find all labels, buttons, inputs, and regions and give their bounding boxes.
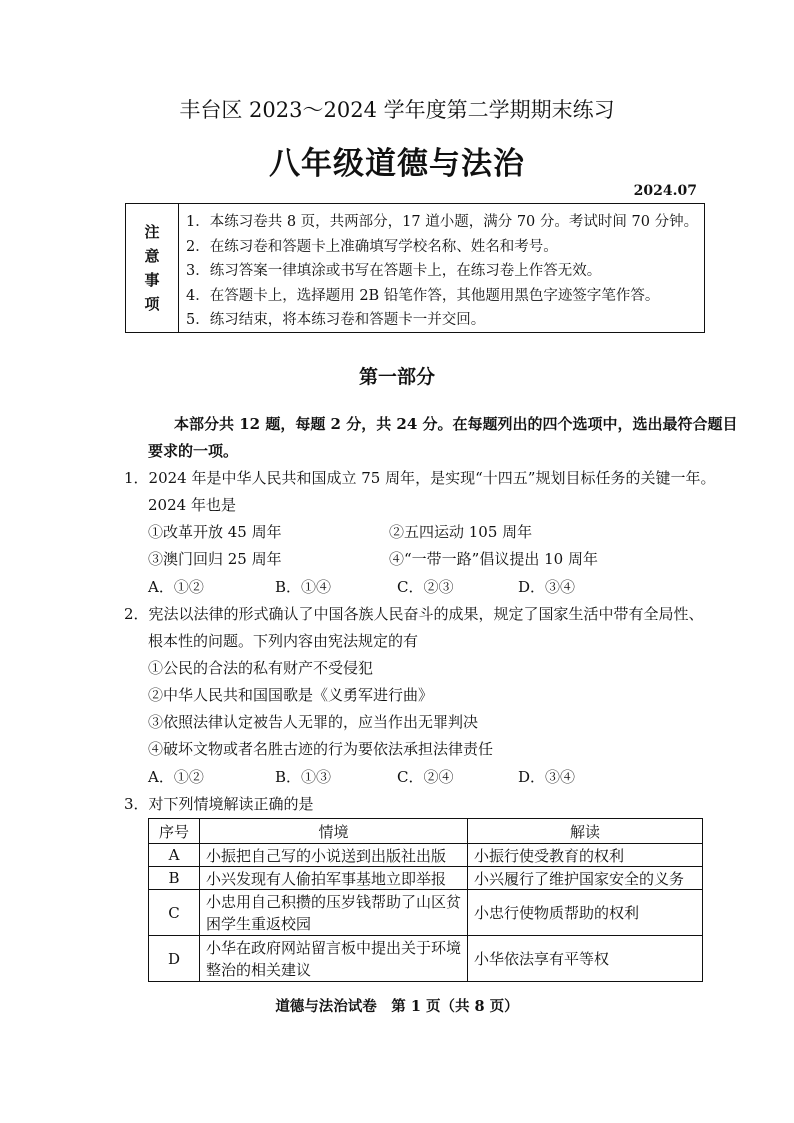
row-index: D: [149, 936, 200, 982]
table-row: [149, 867, 703, 890]
q2-option: ④破坏文物或者名胜古迹的行为要依法承担法律责任: [148, 740, 494, 758]
section-intro: 要求的一项。: [148, 442, 239, 460]
q2-option: ②中华人民共和国国歌是《义勇军进行曲》: [148, 686, 434, 704]
exam-date: 2024.07: [633, 183, 697, 199]
q1-option: ③澳门回归 25 周年: [148, 550, 282, 568]
notice-items: [186, 210, 698, 333]
row-reading: 小振行使受教育的权利: [468, 844, 703, 867]
q2-option: ①公民的合法的私有财产不受侵犯: [148, 659, 374, 677]
row-index: B: [149, 867, 200, 890]
q1-stem: 1．2024 年是中华人民共和国成立 75 周年，是实现“十四五”规划目标任务的关键一年。: [124, 469, 716, 487]
q1-option: ②五四运动 105 周年: [389, 523, 533, 541]
q1-choice-a: A．①②: [148, 578, 204, 596]
q2-option: ③依照法律认定被告人无罪的，应当作出无罪判决: [148, 713, 479, 731]
notice-item: 1．本练习卷共 8 页，共两部分，17 道小题，满分 70 分。考试时间 70 分钟。: [186, 214, 699, 230]
notice-label-char: 意: [144, 247, 160, 265]
table-row: [149, 936, 703, 982]
q1-choice-c: C．②③: [397, 578, 454, 596]
notice-item: 4．在答题卡上，选择题用 2B 铅笔作答，其他题用黑色字迹签字笔作答。: [186, 287, 660, 304]
q2-choice-d: D．③④: [518, 768, 576, 786]
notice-label-char: 事: [144, 271, 160, 289]
q1-choice-b: B．①④: [275, 578, 332, 596]
q2-stem: 2．宪法以法律的形式确认了中国各族人民奋斗的成果，规定了国家生活中带有全局性、: [124, 605, 704, 623]
notice-label-char: 项: [144, 295, 160, 313]
q2-stem: 根本性的问题。下列内容由宪法规定的有: [148, 632, 419, 650]
table-header: 解读: [468, 819, 703, 844]
row-reading: 小华依法享有平等权: [468, 936, 703, 982]
exam-subtitle: 丰台区 2023～2024 学年度第二学期期末练习: [179, 98, 615, 122]
table-header: 序号: [149, 819, 200, 844]
q1-option: ④“一带一路”倡议提出 10 周年: [389, 550, 598, 568]
page-footer: 道德与法治试卷 第 1 页（共 8 页）: [275, 998, 519, 1015]
row-index: A: [149, 844, 200, 867]
section-title: 第一部分: [358, 366, 435, 388]
row-situation: 小华在政府网站留言板中提出关于环境整治的相关建议: [200, 936, 468, 982]
row-situation: 小兴发现有人偷拍军事基地立即举报: [200, 867, 468, 890]
table-header-row: [149, 819, 703, 844]
notice-label: [126, 204, 179, 332]
q3-stem: 3．对下列情境解读正确的是: [124, 795, 314, 813]
notice-label-char: 注: [144, 223, 160, 241]
notice-item: 5．练习结束，将本练习卷和答题卡一并交回。: [186, 312, 486, 328]
table-row: [149, 890, 703, 936]
q2-choice-a: A．①②: [148, 768, 204, 786]
notice-item: 2．在练习卷和答题卡上准确填写学校名称、姓名和考号。: [186, 238, 558, 255]
row-reading: 小忠行使物质帮助的权利: [468, 890, 703, 936]
row-index: C: [149, 890, 200, 936]
row-reading: 小兴履行了维护国家安全的义务: [468, 867, 703, 890]
notice-box: [125, 203, 705, 333]
exam-title: 八年级道德与法治: [269, 146, 525, 182]
table-row: [149, 844, 703, 867]
q1-choice-d: D．③④: [518, 578, 576, 596]
q3-table: [148, 818, 703, 982]
q1-option: ①改革开放 45 周年: [148, 523, 282, 541]
q2-choice-b: B．①③: [275, 768, 332, 786]
table-header: 情境: [200, 819, 468, 844]
section-intro: 本部分共 12 题，每题 2 分，共 24 分。在每题列出的四个选项中，选出最符合题目: [174, 415, 738, 433]
row-situation: 小忠用自己积攒的压岁钱帮助了山区贫困学生重返校园: [200, 890, 468, 936]
q1-stem: 2024 年也是: [148, 496, 236, 514]
notice-item: 3．练习答案一律填涂或书写在答题卡上，在练习卷上作答无效。: [186, 263, 602, 279]
q2-choice-c: C．②④: [397, 768, 454, 786]
row-situation: 小振把自己写的小说送到出版社出版: [200, 844, 468, 867]
